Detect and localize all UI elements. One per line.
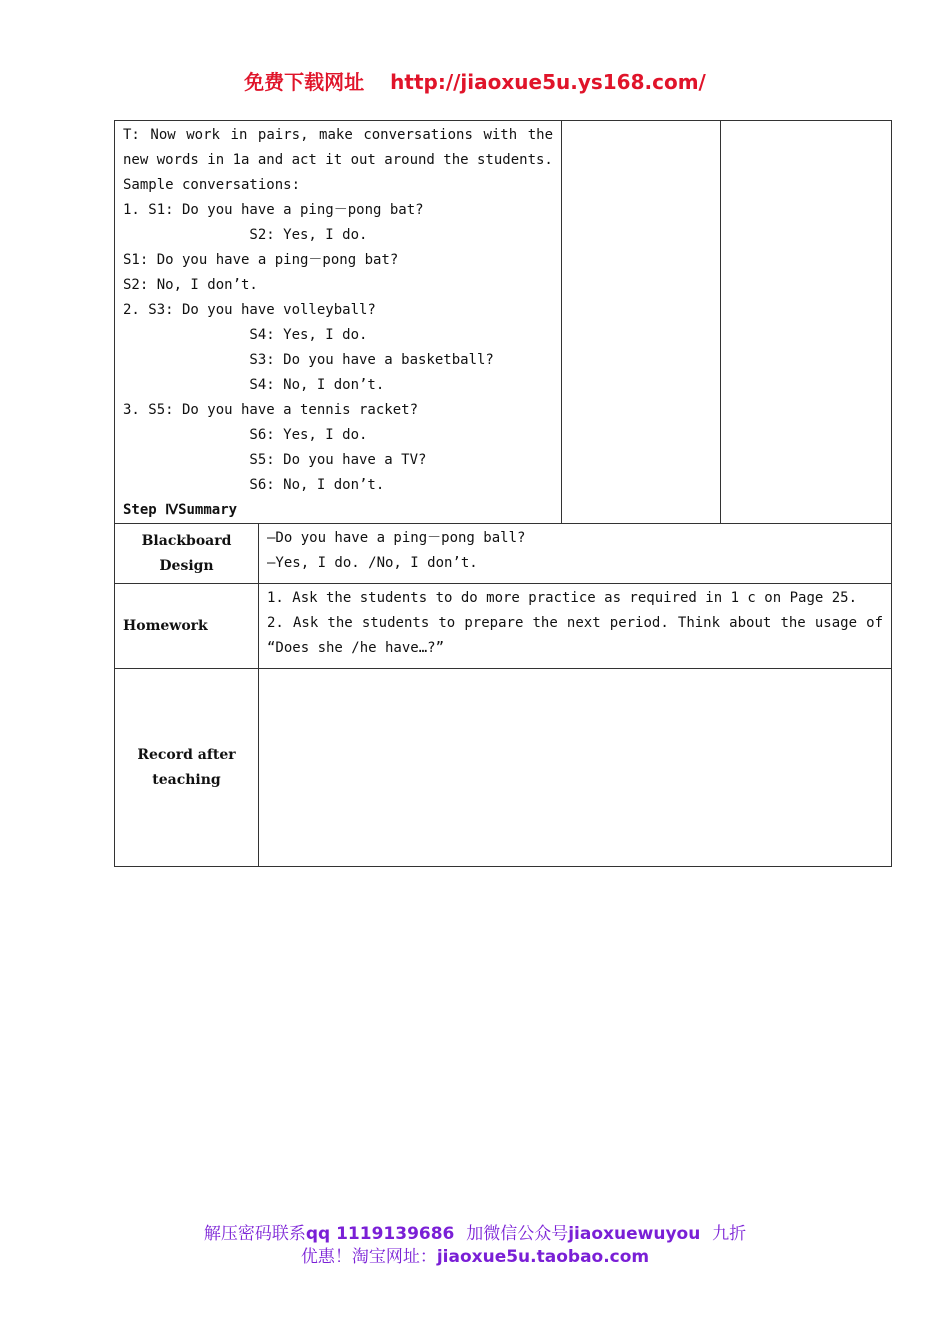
homework-item-1: 1. Ask the students to do more practice as required in 1 c on Page 25. [267,590,858,606]
blackboard-label-line-2: Design [159,557,214,574]
footer-text: 解压密码联系 [203,1224,306,1244]
intro-line-1: T: Now work in pairs, make conversations with the [123,127,553,143]
dialogue-line: S5: Do you have a TV? [123,452,427,468]
dialogue-line: S3: Do you have a basketball? [123,352,494,368]
download-header [0,66,950,95]
blackboard-line-2: —Yes, I do. /No, I don’t. [267,555,478,571]
dialogue-text [115,121,561,523]
step-heading: Step ⅣSummary [123,502,238,518]
dialogue-cell [115,121,562,524]
header-url-link[interactable]: http://jiaoxue5u.ys168.com/ [390,70,706,94]
blackboard-label-line-1: Blackboard [141,532,232,549]
dialogue-line: S4: Yes, I do. [123,327,368,343]
homework-content [259,584,892,669]
homework-label: Homework [115,584,259,669]
dialogue-line: S6: No, I don’t. [123,477,385,493]
footer-text: 加微信公众号 [466,1224,569,1244]
dialogue-line: S2: No, I don’t. [123,277,258,293]
blackboard-label [115,524,259,584]
dialogue-line: 1. S1: Do you have a ping－pong bat? [123,202,424,218]
record-label [115,669,259,867]
record-row [115,669,892,867]
homework-row [115,584,892,669]
record-content [259,669,892,867]
intro-line-2: new words in 1a and act it out around the students. [123,152,553,168]
lesson-plan-table [114,120,892,867]
blackboard-row [115,524,892,584]
footer-text: 九折 [712,1224,747,1244]
record-label-line-1: Record after [137,746,236,763]
empty-cell-middle [562,121,721,524]
footer-wechat-id: jiaoxuewuyou [568,1224,701,1244]
footer-qq: qq 1119139686 [305,1224,455,1244]
footer-shop-link[interactable]: jiaoxue5u.taobao.com [436,1247,650,1267]
dialogue-line: Sample conversations: [123,177,301,193]
homework-item-2-cont: “Does she /he have…?” [267,640,445,656]
record-label-line-2: teaching [152,771,221,788]
dialogue-line: S6: Yes, I do. [123,427,368,443]
dialogue-row [115,121,892,524]
footer-line-2 [0,1242,950,1267]
empty-cell-right [721,121,892,524]
header-label: 免费下载网址 [244,70,365,94]
dialogue-line: 2. S3: Do you have volleyball? [123,302,376,318]
dialogue-line: 3. S5: Do you have a tennis racket? [123,402,419,418]
dialogue-line: S1: Do you have a ping－pong bat? [123,252,399,268]
blackboard-line-1: —Do you have a ping－pong ball? [267,530,526,546]
footer-text: 优惠！淘宝网址： [300,1247,437,1267]
homework-item-2: 2. Ask the students to prepare the next period. Think about the usage of [267,615,883,631]
dialogue-line: S2: Yes, I do. [123,227,368,243]
dialogue-line: S4: No, I don’t. [123,377,385,393]
blackboard-content [259,524,892,584]
footer-line-1 [0,1219,950,1244]
